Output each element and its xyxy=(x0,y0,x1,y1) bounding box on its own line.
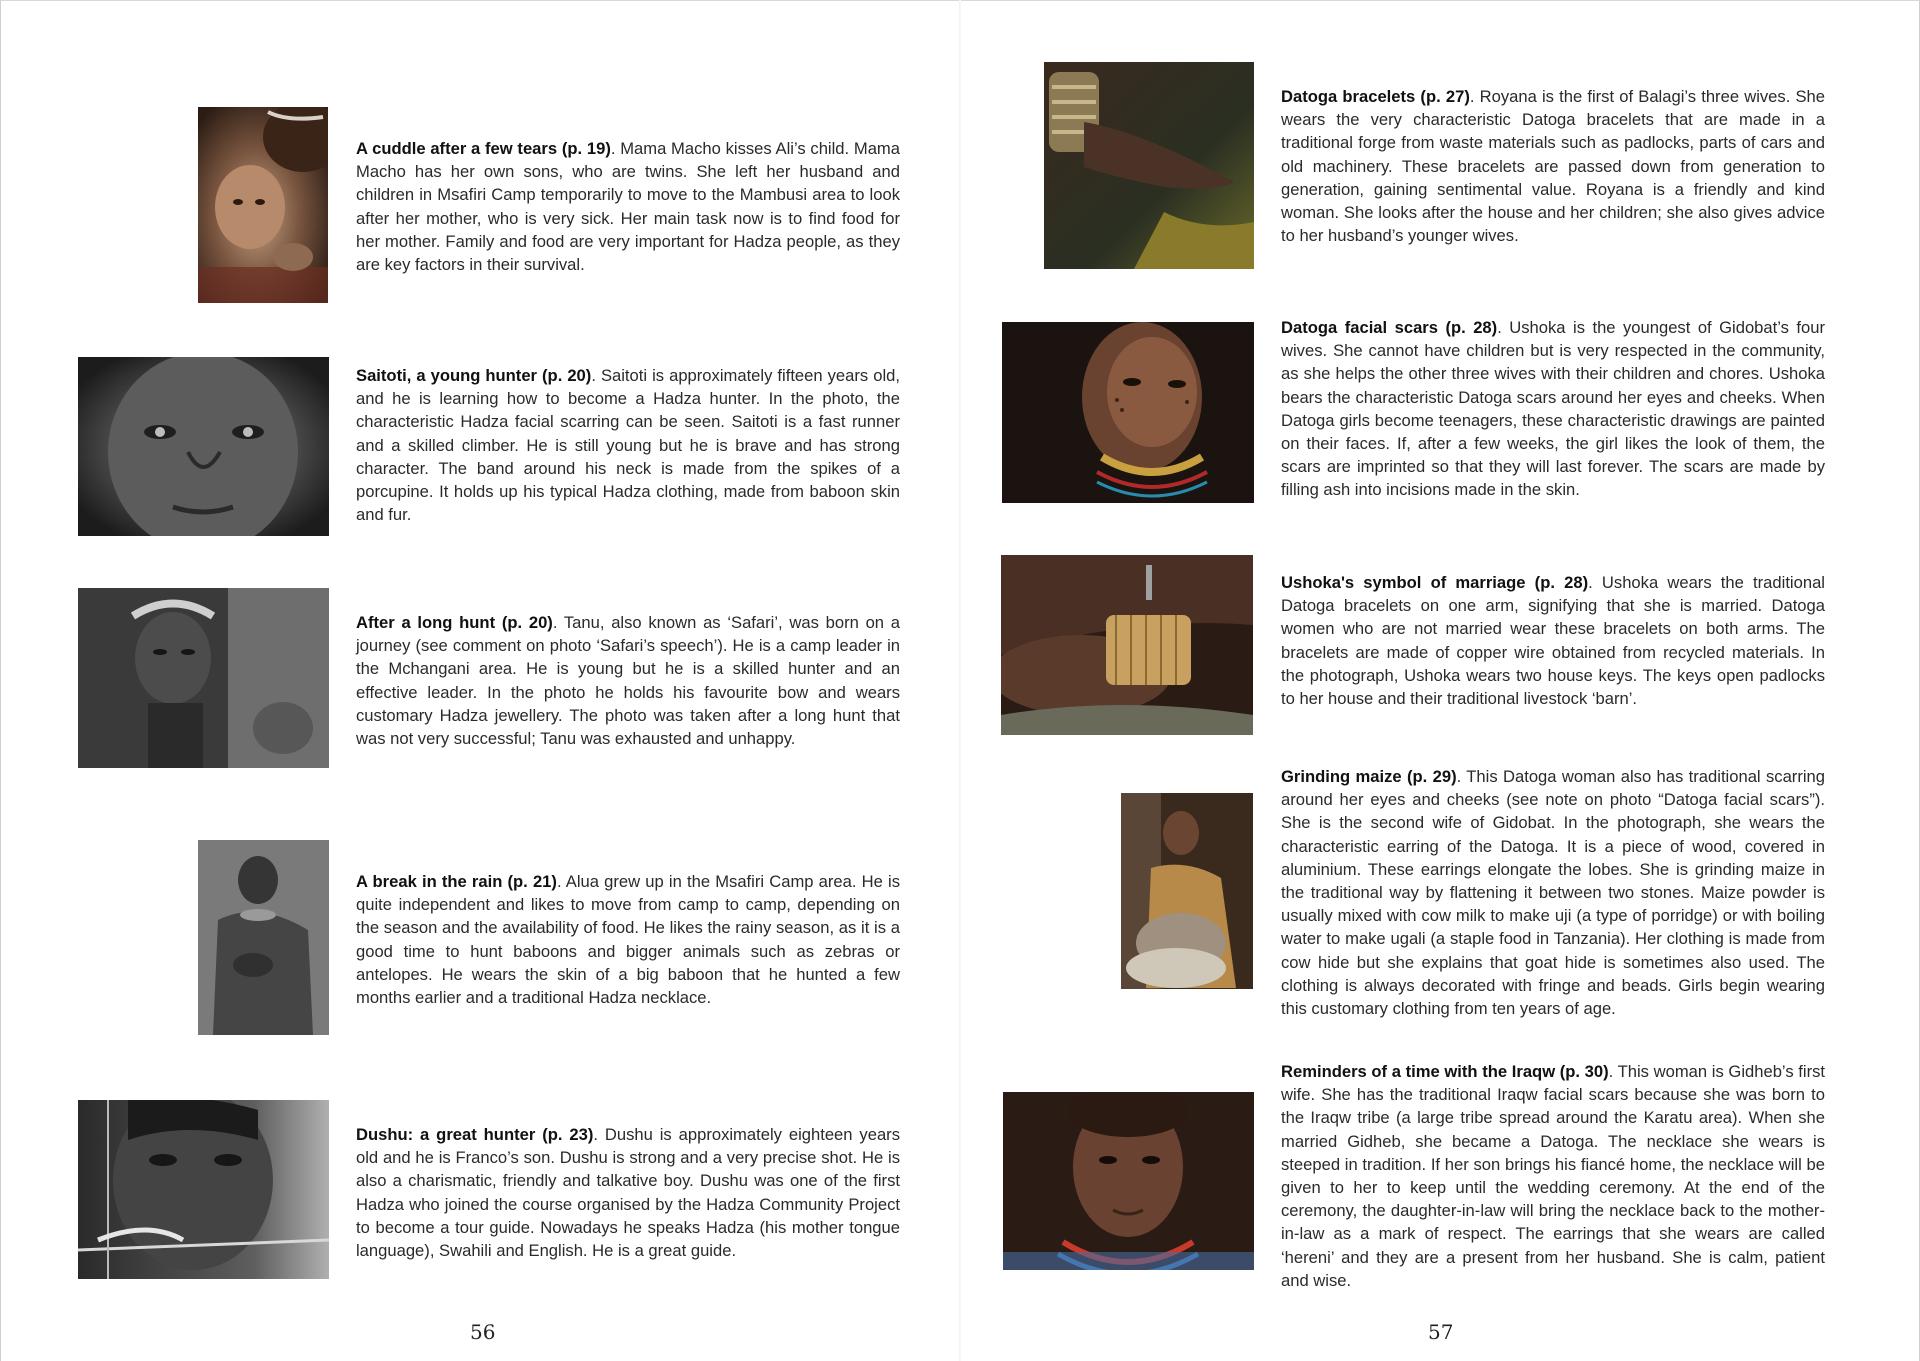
caption-title: Datoga facial scars (p. 28) xyxy=(1281,318,1498,337)
photo-break-in-rain xyxy=(198,840,329,1035)
caption-title: Reminders of a time with the Iraqw (p. 30) xyxy=(1281,1062,1609,1081)
caption-title: After a long hunt (p. 20) xyxy=(356,613,553,632)
caption-datoga-bracelets xyxy=(1281,85,1825,247)
caption-break-in-rain xyxy=(356,870,900,1009)
caption-cuddle-after-tears xyxy=(356,137,900,276)
caption-title: Dushu: a great hunter (p. 23) xyxy=(356,1125,594,1144)
caption-body: . Mama Macho kisses Ali’s child. Mama Macho has her own sons, who are twins. She left her husband and children in Msafiri Camp temporarily to move to the Mambusi area to look after her mother, who is very sick. Her main task now is to find food for her mother. Family and food are very important for Hadza people, as they are key factors in their survival. xyxy=(356,139,900,275)
page-number-right: 57 xyxy=(1428,1320,1454,1344)
photo-grinding-maize xyxy=(1121,793,1253,989)
caption-body: . Ushoka is the youngest of Gidobat’s four wives. She cannot have children but is very respected in the community, as she helps the other three wives with their children and chores. Ushoka bears the characteristic Datoga scars around her eyes and cheeks. When Datoga girls become teenagers, these characteristic drawings are painted on their faces. If, after a few weeks, the girl likes the look of them, the scars are imprinted so that they will last forever. The scars are made by filling ash into incisions made in the skin. xyxy=(1281,318,1825,500)
caption-title: Ushoka's symbol of marriage (p. 28) xyxy=(1281,573,1589,592)
caption-body: . Alua grew up in the Msafiri Camp area. He is quite independent and likes to move from camp to camp, depending on the season and the availability of food. He likes the rainy season, as it is a good time to hunt baboons and bigger animals such as zebras or antelopes. He wears the skin of a big baboon that he hunted a few months earlier and a traditional Hadza necklace. xyxy=(356,872,900,1008)
caption-ushoka-symbol-of-marriage xyxy=(1281,571,1825,710)
caption-title: A break in the rain (p. 21) xyxy=(356,872,557,891)
caption-title: Grinding maize (p. 29) xyxy=(1281,767,1457,786)
photo-reminders-iraqw xyxy=(1003,1092,1254,1270)
caption-reminders-iraqw xyxy=(1281,1060,1825,1292)
page-number-left: 56 xyxy=(470,1320,496,1344)
photo-datoga-bracelets xyxy=(1044,62,1254,269)
caption-body: . Tanu, also known as ‘Safari’, was born on a journey (see comment on photo ‘Safari’s speech’). He is a camp leader in the Mchangani area. He is young but he is a skilled hunter and an effective leader. In the photo he holds his favourite bow and wears customary Hadza jewellery. The photo was taken after a long hunt that was not very successful; Tanu was exhausted and unhappy. xyxy=(356,613,900,749)
photo-cuddle-after-tears xyxy=(198,107,328,303)
caption-body: . Royana is the first of Balagi’s three wives. She wears the very characteristic Datoga bracelets that are made in a traditional forge from waste materials such as padlocks, parts of cars and old machinery. These bracelets are passed down from generation to generation, gaining sentimental value. Royana is a friendly and kind woman. She looks after the house and her children; she also gives advice to her husband’s younger wives. xyxy=(1281,87,1825,246)
photo-ushoka-symbol-of-marriage xyxy=(1001,555,1253,735)
caption-dushu-great-hunter xyxy=(356,1123,900,1262)
caption-saitoti-young-hunter xyxy=(356,364,900,526)
photo-dushu-great-hunter xyxy=(78,1100,329,1279)
caption-grinding-maize xyxy=(1281,765,1825,1020)
caption-body: . Dushu is approximately eighteen years old and he is Franco’s son. Dushu is strong and a very precise shot. He is also a charismatic, friendly and talkative boy. Dushu was one of the first Hadza who joined the course organised by the Hadza Community Project to become a tour guide. Nowadays he speaks Hadza (his mother tongue language), Swahili and English. He is a great guide. xyxy=(356,1125,900,1261)
caption-title: Datoga bracelets (p. 27) xyxy=(1281,87,1470,106)
caption-body: . Ushoka wears the traditional Datoga bracelets on one arm, signifying that she is married. Datoga women who are not married wear these bracelets on both arms. The bracelets are made of copper wire obtained from recycled materials. In the photograph, Ushoka wears two house keys. The keys open padlocks to her house and their traditional livestock ‘barn’. xyxy=(1281,573,1825,709)
caption-body: . This Datoga woman also has traditional scarring around her eyes and cheeks (see note on photo “Datoga facial scars”). She is the second wife of Gidobat. In the photograph, she wears the characteristic earring of the Datoga. It is a piece of wood, covered in aluminium. These earrings elongate the lobes. She is grinding maize in the traditional way by flattening it between two stones. Maize powder is usually mixed with cow milk to make uji (a type of porridge) or with boiling water to make ugali (a staple food in Tanzania). Her clothing is made from cow hide but she explains that goat hide is sometimes also used. The clothing is always decorated with fringe and beads. Girls begin wearing this customary clothing from ten years of age. xyxy=(1281,767,1825,1019)
book-gutter xyxy=(959,0,961,1361)
caption-title: A cuddle after a few tears (p. 19) xyxy=(356,139,611,158)
caption-datoga-facial-scars xyxy=(1281,316,1825,502)
photo-after-long-hunt xyxy=(78,588,329,768)
photo-saitoti-young-hunter xyxy=(78,357,329,536)
caption-after-long-hunt xyxy=(356,611,900,750)
caption-body: . Saitoti is approximately fifteen years old, and he is learning how to become a Hadza hunter. In the photo, the characteristic Hadza facial scarring can be seen. Saitoti is a fast runner and a skilled climber. He is still young but he is brave and has strong character. The band around his neck is made from the spikes of a porcupine. It holds up his typical Hadza clothing, made from baboon skin and fur. xyxy=(356,366,900,525)
caption-body: . This woman is Gidheb’s first wife. She has the traditional Iraqw facial scars because she was born to the Iraqw tribe (a large tribe spread around the Karatu area). When she married Gidheb, she became a Datoga. The necklace she wears is steeped in tradition. If her son brings his fiancé home, the necklace will be given to her to keep until the wedding ceremony. At the end of the ceremony, the daughter-in-law will bring the necklace back to the mother-in-law as a mark of respect. The earrings that she wears are called ‘hereni’ and they are a present from her husband. She is calm, patient and wise. xyxy=(1281,1062,1825,1290)
photo-datoga-facial-scars xyxy=(1002,322,1254,503)
caption-title: Saitoti, a young hunter (p. 20) xyxy=(356,366,592,385)
